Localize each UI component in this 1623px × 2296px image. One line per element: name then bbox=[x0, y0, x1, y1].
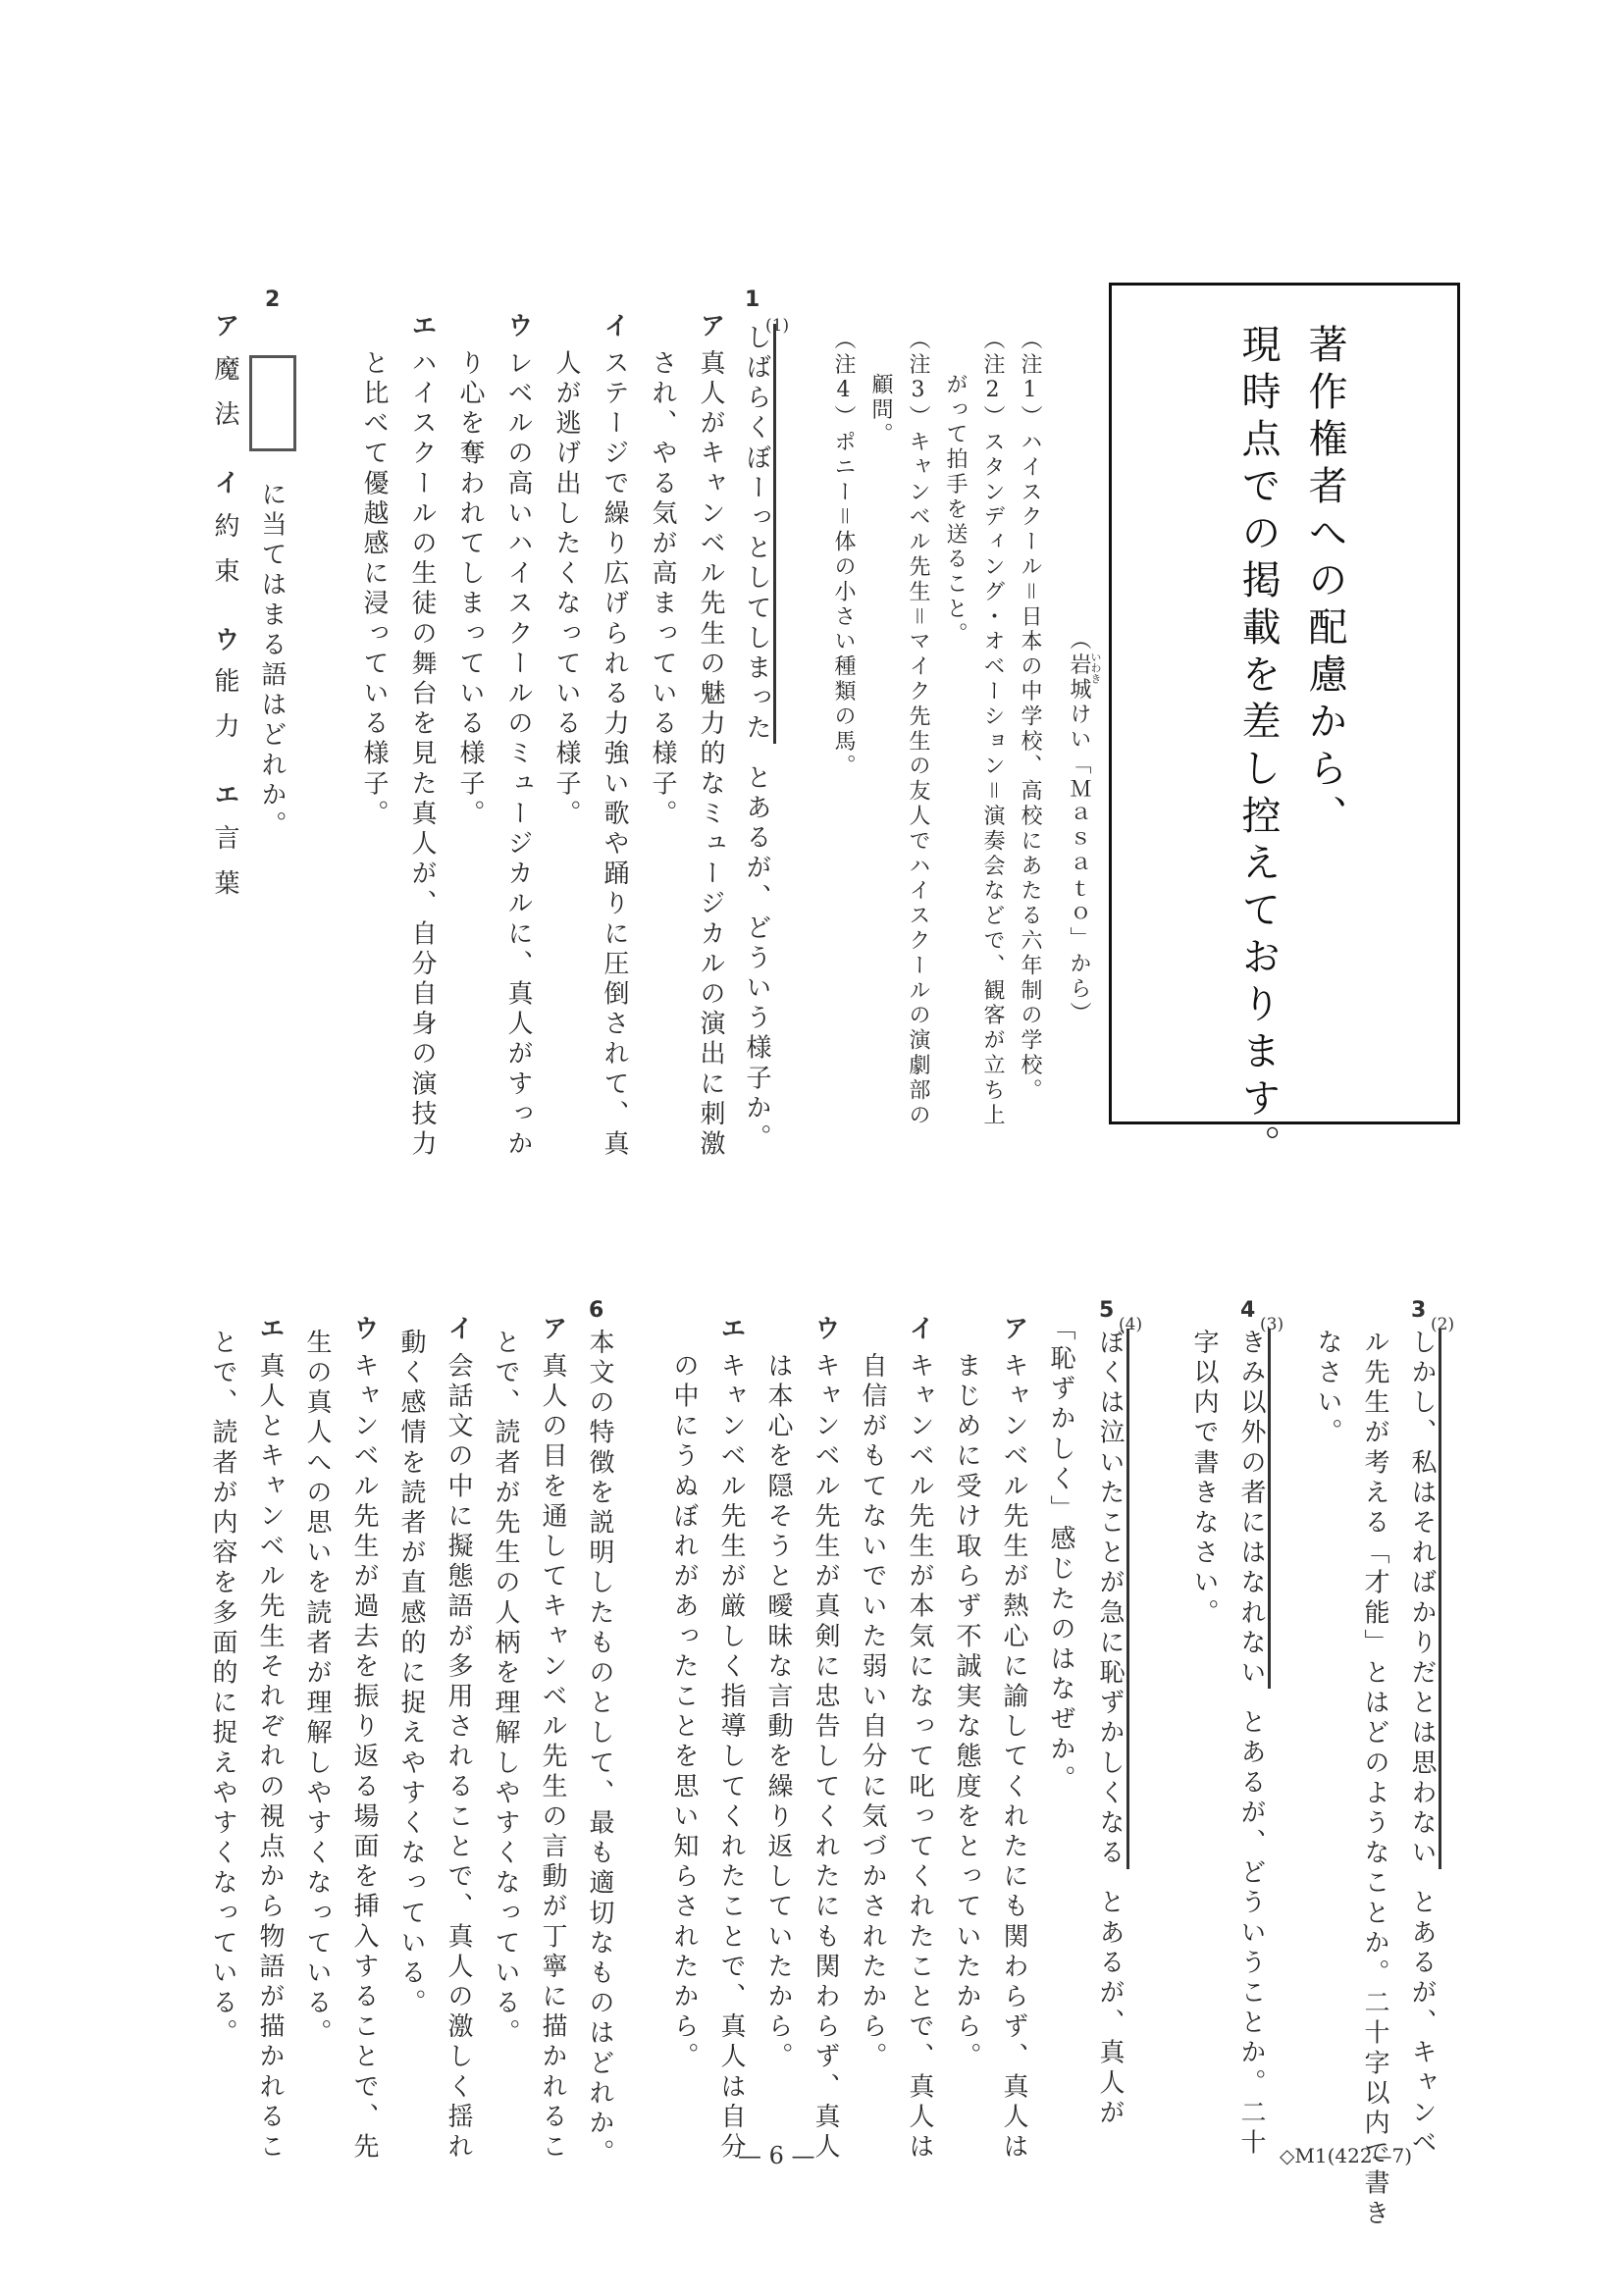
question-3-line2: ル先生が考える「才能」とはどのようなことか。二十字以内で書き bbox=[1360, 1329, 1389, 2229]
question-1-choice-i-label[interactable]: イ bbox=[600, 312, 629, 338]
page-number: — 6 — bbox=[738, 2142, 815, 2169]
note-3 bbox=[907, 328, 928, 1128]
question-6-choice-a-line1[interactable]: 真人の目を通してキャンベル先生の言動が丁寧に描かれるこ bbox=[538, 1352, 567, 2164]
question-4-underlined: きみ以外の者にはなれない bbox=[1236, 1329, 1271, 1689]
question-5-choice-a-label[interactable]: ア bbox=[999, 1315, 1028, 1340]
note-2-text: スタンディング・オベーション＝演奏会などで、観客が立ち上 bbox=[980, 430, 1005, 1128]
question-4-number: 4 bbox=[1240, 1298, 1256, 1323]
copyright-notice-line1: 著作権者への配慮から、 bbox=[1302, 324, 1347, 842]
question-6-choice-i-line1[interactable]: 会話文の中に擬態語が多用されることで、真人の激しく揺れ bbox=[444, 1352, 473, 2164]
question-5-choice-a-line1[interactable]: キャンベル先生が熱心に諭してくれたにも関わらず、真人は bbox=[999, 1352, 1028, 2164]
note-3-continued: 顧問。 bbox=[868, 373, 893, 448]
question-1-number: 1 bbox=[745, 287, 760, 312]
question-5-choice-e-line2[interactable]: の中にうぬぼれがあったことを思い知らされたから。 bbox=[669, 1352, 699, 2073]
question-5-choice-i-line1[interactable]: キャンベル先生が本気になって叱ってくれたことで、真人は bbox=[905, 1352, 934, 2164]
question-5-prompt: とあるが、真人が bbox=[1095, 1888, 1125, 2129]
question-6-number: 6 bbox=[589, 1298, 604, 1323]
question-1-choice-u-line2[interactable]: り心を奪われてしまっている様子。 bbox=[455, 349, 485, 830]
question-1-choice-i-line1[interactable]: ステージで繰り広げられる力強い歌や踊りに圧倒されて、真 bbox=[600, 349, 629, 1161]
question-3-mark: (2) bbox=[1431, 1315, 1455, 1334]
question-5-number: 5 bbox=[1099, 1298, 1115, 1323]
question-5-choice-u-line1[interactable]: キャンベル先生が真剣に忠告してくれたにも関わらず、真人 bbox=[811, 1352, 840, 2164]
question-1-choice-e-line1[interactable]: ハイスクールの生徒の舞台を見た真人が、自分自身の演技力 bbox=[407, 349, 437, 1161]
note-4-label: （注4） bbox=[831, 328, 856, 431]
question-1-choice-a-label[interactable]: ア bbox=[696, 312, 725, 338]
question-6-choice-a-line2[interactable]: とで、読者が先生の人柄を理解しやすくなっている。 bbox=[491, 1329, 520, 2050]
note-2-continued: がって拍手を送ること。 bbox=[943, 373, 968, 648]
question-5-choice-i-line2[interactable]: 自信がもてないでいた弱い自分に気づかされたから。 bbox=[858, 1352, 887, 2073]
question-1-choice-e-label[interactable]: エ bbox=[407, 312, 437, 338]
question-5-choice-i-label[interactable]: イ bbox=[905, 1315, 934, 1340]
question-3-number: 3 bbox=[1411, 1298, 1427, 1323]
question-1-prompt: とあるが、どういう様子か。 bbox=[742, 763, 771, 1155]
note-3-label: （注3） bbox=[906, 328, 930, 431]
note-1 bbox=[1019, 328, 1040, 1103]
question-5-line2: 「恥ずかしく」感じたのはなぜか。 bbox=[1046, 1315, 1075, 1796]
question-2-choice-a-label[interactable]: ア bbox=[210, 312, 239, 338]
copyright-notice-box bbox=[1109, 283, 1460, 1124]
question-3-stem bbox=[1409, 1329, 1435, 2159]
question-6-choice-e-label[interactable]: エ bbox=[255, 1315, 285, 1340]
question-3-line3: なさい。 bbox=[1313, 1329, 1342, 1449]
question-5-stem bbox=[1097, 1329, 1123, 2129]
question-1-choice-u-line1[interactable]: レベルの高いハイスクールのミュージカルに、真人がすっか bbox=[503, 349, 533, 1161]
question-6-choice-u-line1[interactable]: キャンベル先生が過去を振り返る場面を挿入することで、先 bbox=[349, 1352, 379, 2164]
question-6-choice-i-label[interactable]: イ bbox=[444, 1315, 473, 1340]
question-1-choice-u-label[interactable]: ウ bbox=[503, 312, 533, 338]
question-1-stem bbox=[744, 324, 769, 1154]
question-5-choice-e-label[interactable]: エ bbox=[716, 1315, 746, 1340]
question-6-choice-u-label[interactable]: ウ bbox=[349, 1315, 379, 1340]
question-6-choice-e-line1[interactable]: 真人とキャンベル先生それぞれの視点から物語が描かれるこ bbox=[255, 1352, 285, 2164]
question-6-choice-a-label[interactable]: ア bbox=[538, 1315, 567, 1340]
question-5-mark: (4) bbox=[1119, 1315, 1143, 1334]
question-2-choice-e-label[interactable]: エ bbox=[210, 781, 239, 807]
question-5-underlined: ぼくは泣いたことが急に恥ずかしくなる bbox=[1095, 1329, 1129, 1869]
source-ruby: いわき bbox=[1089, 652, 1102, 684]
question-4-mark: (3) bbox=[1260, 1315, 1284, 1334]
question-2-choice-u-label[interactable]: ウ bbox=[210, 626, 239, 652]
question-4-prompt: とあるが、どういうことか。二十 bbox=[1236, 1708, 1266, 2160]
question-6-prompt: 本文の特徴を説明したものとして、最も適切なものはどれか。 bbox=[585, 1329, 614, 2169]
exam-code: ◇M1(422—7) bbox=[1280, 2144, 1413, 2167]
source-citation: （岩城けい「Ｍａｓａｔｏ」から） bbox=[1067, 628, 1091, 1027]
question-5-choice-a-line2[interactable]: まじめに受け取らず不誠実な態度をとっていたから。 bbox=[952, 1352, 981, 2073]
question-1-mark: (1) bbox=[765, 316, 790, 336]
question-5-choice-u-line2[interactable]: は本心を隠そうと曖昧な言動を繰り返していたから。 bbox=[763, 1352, 793, 2073]
question-4-line2: 字以内で書きなさい。 bbox=[1189, 1329, 1219, 1629]
question-2-choice-i-label[interactable]: イ bbox=[210, 469, 239, 495]
question-6-choice-u-line2[interactable]: 生の真人への思いを読者が理解しやすくなっている。 bbox=[302, 1329, 332, 2050]
note-4-text: ポニー＝体の小さい種類の馬。 bbox=[831, 430, 856, 780]
question-6-choice-i-line2[interactable]: 動く感情を読者が直感的に捉えやすくなっている。 bbox=[396, 1329, 426, 2019]
question-6-choice-e-line2[interactable]: とで、読者が内容を多面的に捉えやすくなっている。 bbox=[208, 1329, 237, 2050]
question-4-stem bbox=[1238, 1329, 1264, 2159]
question-2-choice-a-text[interactable]: 魔法 bbox=[210, 355, 239, 445]
question-2-choice-e-text[interactable]: 言葉 bbox=[210, 824, 239, 914]
question-1-choice-i-line2[interactable]: 人が逃げ出したくなっている様子。 bbox=[551, 349, 581, 830]
note-2 bbox=[981, 328, 1003, 1128]
question-2-choice-u-text[interactable]: 能力 bbox=[210, 667, 239, 757]
question-3-prompt: とあるが、キャンベ bbox=[1407, 1888, 1437, 2160]
question-1-choice-a-line1[interactable]: 真人がキャンベル先生の魅力的なミュージカルの演出に刺激 bbox=[696, 349, 725, 1161]
note-4 bbox=[832, 328, 854, 779]
question-1-underlined: しばらくぼーっとしてしまった bbox=[742, 324, 776, 744]
question-2-number: 2 bbox=[265, 287, 281, 312]
question-1-choice-e-line2[interactable]: と比べて優越感に浸っている様子。 bbox=[359, 349, 389, 830]
question-2-prompt: に当てはまる語はどれか。 bbox=[257, 481, 287, 842]
note-1-text: ハイスクール＝日本の中学校、高校にあたる六年制の学校。 bbox=[1018, 430, 1042, 1104]
note-1-label: （注1） bbox=[1018, 328, 1042, 431]
note-3-text: キャンベル先生＝マイク先生の友人でハイスクールの演劇部の bbox=[906, 430, 930, 1128]
question-1-choice-a-line2[interactable]: され、やる気が高まっている様子。 bbox=[648, 349, 677, 830]
question-5-choice-e-line1[interactable]: キャンベル先生が厳しく指導してくれたことで、真人は自分 bbox=[716, 1352, 746, 2164]
note-2-label: （注2） bbox=[980, 328, 1005, 431]
answer-blank-box bbox=[249, 355, 296, 451]
question-2-choice-i-text[interactable]: 約束 bbox=[210, 512, 239, 602]
question-3-underlined: しかし、私はそればかりだとは思わない bbox=[1407, 1329, 1441, 1869]
question-5-choice-u-label[interactable]: ウ bbox=[811, 1315, 840, 1340]
copyright-notice-line2: 現時点での掲載を差し控えております。 bbox=[1235, 324, 1281, 1172]
